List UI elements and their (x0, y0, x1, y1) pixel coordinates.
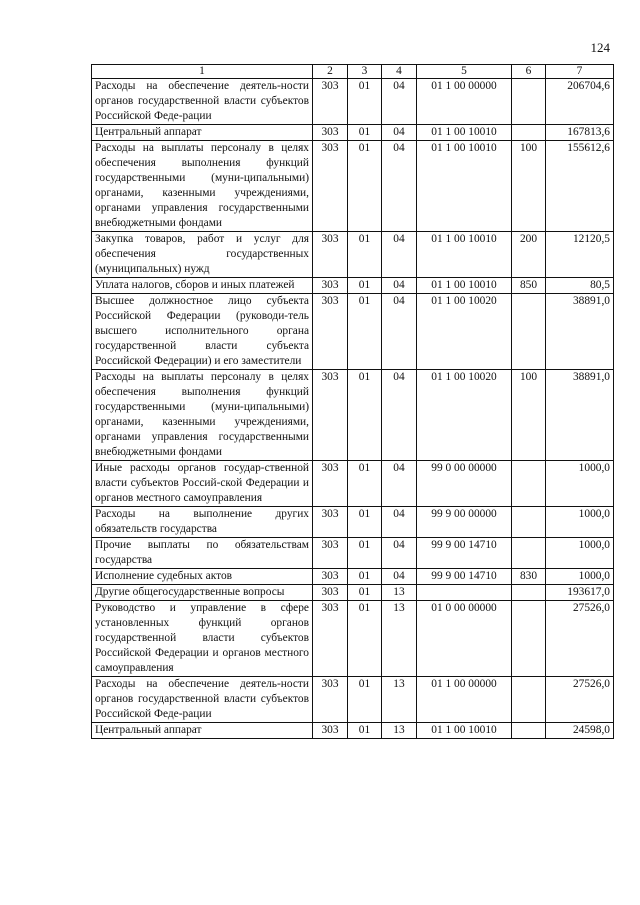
item-name-cell: Расходы на выполнение других обязательств государства (92, 507, 313, 538)
expense-type-cell (512, 79, 546, 125)
target-article-cell: 99 9 00 14710 (417, 569, 512, 585)
amount-cell: 1000,0 (546, 538, 614, 569)
subsection-code-cell: 13 (382, 723, 417, 739)
amount-cell: 38891,0 (546, 370, 614, 461)
admin-code-cell: 303 (313, 601, 348, 677)
subsection-code-cell: 04 (382, 294, 417, 370)
amount-cell: 12120,5 (546, 232, 614, 278)
target-article-cell: 01 1 00 10010 (417, 141, 512, 232)
table-row (92, 461, 614, 507)
target-article-cell: 01 1 00 10010 (417, 278, 512, 294)
item-name-cell: Исполнение судебных актов (92, 569, 313, 585)
subsection-code-cell: 13 (382, 601, 417, 677)
subsection-code-cell: 04 (382, 461, 417, 507)
table-row (92, 538, 614, 569)
subsection-code-cell: 04 (382, 79, 417, 125)
section-code-cell: 01 (348, 585, 382, 601)
expense-type-cell (512, 461, 546, 507)
section-code-cell: 01 (348, 461, 382, 507)
section-code-cell: 01 (348, 677, 382, 723)
column-header: 5 (417, 65, 512, 79)
amount-cell: 1000,0 (546, 461, 614, 507)
column-header: 6 (512, 65, 546, 79)
item-name-cell: Уплата налогов, сборов и иных платежей (92, 278, 313, 294)
table-row (92, 569, 614, 585)
admin-code-cell: 303 (313, 370, 348, 461)
subsection-code-cell: 04 (382, 125, 417, 141)
amount-cell: 1000,0 (546, 569, 614, 585)
table-row (92, 294, 614, 370)
item-name-cell: Высшее должностное лицо субъекта Российской Федерации (руководи-тель высшего исполнительного органа государственной власти субъекта Российской Федерации) и его заместители (92, 294, 313, 370)
amount-cell: 155612,6 (546, 141, 614, 232)
table-row (92, 677, 614, 723)
column-header: 3 (348, 65, 382, 79)
section-code-cell: 01 (348, 538, 382, 569)
subsection-code-cell: 04 (382, 507, 417, 538)
item-name-cell: Другие общегосударственные вопросы (92, 585, 313, 601)
section-code-cell: 01 (348, 278, 382, 294)
item-name-cell: Закупка товаров, работ и услуг для обеспечения государственных (муниципальных) нужд (92, 232, 313, 278)
expense-type-cell: 100 (512, 141, 546, 232)
amount-cell: 206704,6 (546, 79, 614, 125)
item-name-cell: Расходы на обеспечение деятель-ности органов государственной власти субъектов Российской Феде-рации (92, 79, 313, 125)
subsection-code-cell: 04 (382, 278, 417, 294)
admin-code-cell: 303 (313, 141, 348, 232)
table-row (92, 585, 614, 601)
column-header: 7 (546, 65, 614, 79)
item-name-cell: Прочие выплаты по обязательствам государства (92, 538, 313, 569)
table-row (92, 370, 614, 461)
expense-type-cell (512, 507, 546, 538)
target-article-cell: 99 0 00 00000 (417, 461, 512, 507)
admin-code-cell: 303 (313, 278, 348, 294)
table-row (92, 125, 614, 141)
section-code-cell: 01 (348, 79, 382, 125)
item-name-cell: Расходы на выплаты персоналу в целях обеспечения выполнения функций государственными (муни-ципальными) органами, казенными учреждениями, органами управления государственными внебюджетными фондами (92, 141, 313, 232)
admin-code-cell: 303 (313, 585, 348, 601)
expense-type-cell (512, 585, 546, 601)
item-name-cell: Центральный аппарат (92, 125, 313, 141)
column-header: 4 (382, 65, 417, 79)
section-code-cell: 01 (348, 569, 382, 585)
section-code-cell: 01 (348, 232, 382, 278)
target-article-cell: 01 1 00 10010 (417, 125, 512, 141)
expense-type-cell: 100 (512, 370, 546, 461)
admin-code-cell: 303 (313, 677, 348, 723)
expense-type-cell (512, 125, 546, 141)
amount-cell: 193617,0 (546, 585, 614, 601)
item-name-cell: Расходы на выплаты персоналу в целях обеспечения выполнения функций государственными (муни-ципальными) органами, казенными учреждениями, органами управления государственными внебюджетными фондами (92, 370, 313, 461)
amount-cell: 1000,0 (546, 507, 614, 538)
section-code-cell: 01 (348, 141, 382, 232)
subsection-code-cell: 13 (382, 677, 417, 723)
expense-type-cell (512, 601, 546, 677)
amount-cell: 167813,6 (546, 125, 614, 141)
target-article-cell: 01 1 00 10020 (417, 294, 512, 370)
section-code-cell: 01 (348, 507, 382, 538)
admin-code-cell: 303 (313, 125, 348, 141)
admin-code-cell: 303 (313, 294, 348, 370)
section-code-cell: 01 (348, 370, 382, 461)
expense-type-cell (512, 677, 546, 723)
admin-code-cell: 303 (313, 232, 348, 278)
subsection-code-cell: 04 (382, 569, 417, 585)
table-row (92, 601, 614, 677)
amount-cell: 27526,0 (546, 601, 614, 677)
admin-code-cell: 303 (313, 461, 348, 507)
amount-cell: 27526,0 (546, 677, 614, 723)
table-row (92, 507, 614, 538)
expense-type-cell (512, 538, 546, 569)
section-code-cell: 01 (348, 601, 382, 677)
admin-code-cell: 303 (313, 538, 348, 569)
target-article-cell: 01 1 00 10010 (417, 723, 512, 739)
budget-table (91, 64, 614, 739)
amount-cell: 38891,0 (546, 294, 614, 370)
amount-cell: 24598,0 (546, 723, 614, 739)
expense-type-cell: 850 (512, 278, 546, 294)
item-name-cell: Центральный аппарат (92, 723, 313, 739)
expense-type-cell: 830 (512, 569, 546, 585)
column-header: 2 (313, 65, 348, 79)
table-header-row (92, 65, 614, 79)
admin-code-cell: 303 (313, 569, 348, 585)
admin-code-cell: 303 (313, 507, 348, 538)
target-article-cell: 99 9 00 14710 (417, 538, 512, 569)
page-number: 124 (590, 40, 610, 55)
admin-code-cell: 303 (313, 723, 348, 739)
expense-type-cell: 200 (512, 232, 546, 278)
target-article-cell (417, 585, 512, 601)
expense-type-cell (512, 723, 546, 739)
item-name-cell: Иные расходы органов государ-ственной власти субъектов Россий-ской Федерации и органов местного самоуправления (92, 461, 313, 507)
table-row (92, 79, 614, 125)
subsection-code-cell: 04 (382, 538, 417, 569)
target-article-cell: 01 1 00 00000 (417, 79, 512, 125)
target-article-cell: 01 0 00 00000 (417, 601, 512, 677)
item-name-cell: Руководство и управление в сфере установленных функций органов государственной власти субъектов Российской Федерации и органов местного самоуправления (92, 601, 313, 677)
subsection-code-cell: 04 (382, 370, 417, 461)
section-code-cell: 01 (348, 723, 382, 739)
target-article-cell: 01 1 00 10010 (417, 232, 512, 278)
target-article-cell: 01 1 00 00000 (417, 677, 512, 723)
target-article-cell: 99 9 00 00000 (417, 507, 512, 538)
column-header: 1 (92, 65, 313, 79)
table-row (92, 278, 614, 294)
admin-code-cell: 303 (313, 79, 348, 125)
table-row (92, 232, 614, 278)
table-row (92, 141, 614, 232)
target-article-cell: 01 1 00 10020 (417, 370, 512, 461)
item-name-cell: Расходы на обеспечение деятель-ности органов государственной власти субъектов Российской Феде-рации (92, 677, 313, 723)
section-code-cell: 01 (348, 125, 382, 141)
amount-cell: 80,5 (546, 278, 614, 294)
subsection-code-cell: 04 (382, 141, 417, 232)
subsection-code-cell: 13 (382, 585, 417, 601)
section-code-cell: 01 (348, 294, 382, 370)
subsection-code-cell: 04 (382, 232, 417, 278)
table-row (92, 723, 614, 739)
expense-type-cell (512, 294, 546, 370)
